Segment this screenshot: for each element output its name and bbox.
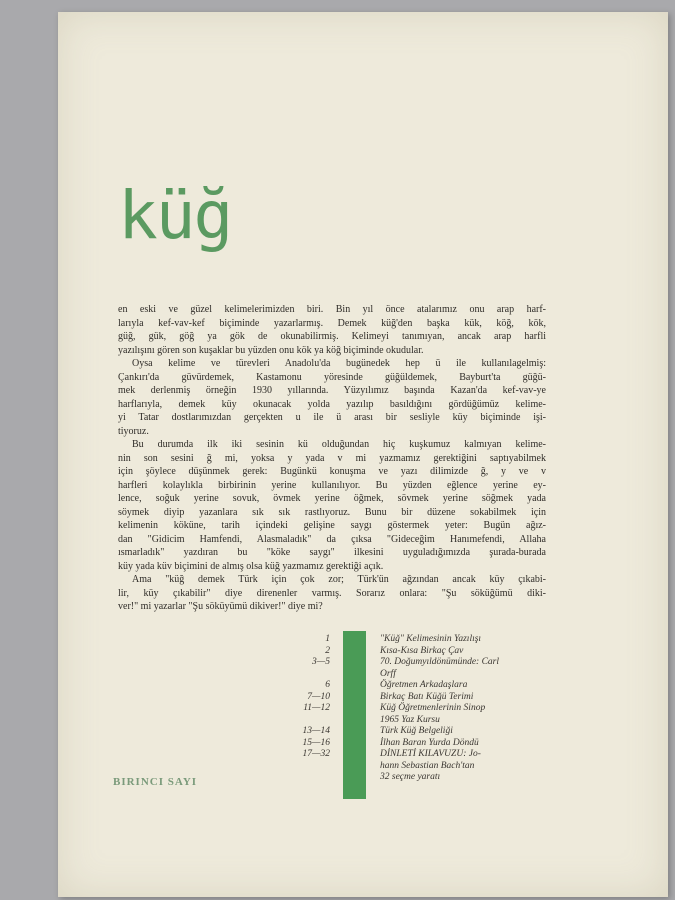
toc-entry-title: hann Sebastian Bach'tan — [380, 760, 475, 771]
body-line: ısmarladık" yazdıran bu "köke saygı" ilkesini uyguladığımızda şurada-burada — [118, 547, 546, 558]
toc-entry-title: Birkaç Batı Küğü Terimi — [380, 691, 474, 702]
issue-label: BIRINCI SAYI — [113, 776, 198, 788]
body-line: ver!" mi yazarlar "Şu söküyümü dikiver!" diye mi? — [118, 601, 323, 612]
body-line: nin son sesini ğ mi, yoksa y yada v mi yazmamız gerektiğini saptıyabilmek — [118, 452, 546, 464]
toc-page-number — [278, 772, 330, 784]
toc-page-number: 17—32 — [302, 749, 330, 759]
contents-page-numbers — [278, 634, 330, 784]
toc-page-number: 13—14 — [302, 726, 330, 736]
article-body — [118, 303, 546, 614]
toc-entry-title: "Küğ" Kelimesinin Yazılışı — [380, 634, 482, 644]
toc-page-number: 1 — [325, 634, 330, 644]
contents-divider-bar — [343, 631, 366, 799]
body-line: kelimenin köküne, tarih içindeki gelişine saygı göstermek yeter: Bugün ağız- — [118, 520, 546, 531]
toc-entry-title: Türk Küğ Belgeliği — [380, 726, 453, 736]
body-line: harflarıyla, demek küy okunacak yolda yazılıp basıldığını gördüğümüz kelime- — [118, 398, 546, 410]
toc-page-number: 6 — [325, 680, 330, 690]
toc-entry-title: 70. Doğumyıldönümünde: Carl — [380, 657, 500, 667]
page-title: küğ — [118, 177, 232, 254]
body-line: en eski ve güzel kelimelerimizden biri. Bin yıl önce atalarımız onu arap harf- — [118, 304, 546, 315]
body-line: için şöylece düşünmek gerek: Bugünkü konuşma ve yazı dilimizde ğ, y ve v — [118, 466, 546, 477]
body-line: harfleri kolaylıkla birbirinin yerine kullanılıyor. Bu yüzden eğlence yerine ey- — [118, 479, 546, 491]
body-line: dan "Gidicim Hamfendi, Alasmaladık" da çıksa "Gideceğim Hanımefendi, Allaha — [118, 533, 546, 545]
body-line: mek derlenmiş örneğin 1930 yıllarında. Yüzyılımız başında Kazan'da kef-vav-ye — [118, 385, 546, 396]
toc-entry-title: Orff — [380, 668, 396, 679]
toc-page-number: 15—16 — [302, 737, 330, 748]
toc-page-number: 3—5 — [312, 657, 330, 667]
body-line: yazılışını gören son kuşaklar bu yüzden onu kök ya köğ biçiminde okudular. — [118, 344, 424, 356]
toc-page-number: 2 — [325, 645, 330, 656]
body-line: güğ, gük, göğ ya gök de okunabilirmiş. Kelimeyi tanımıyan, ancak arap harfli — [118, 331, 546, 342]
contents-titles — [380, 634, 560, 784]
toc-entry-title: İlhan Baran Yurda Döndü — [380, 737, 479, 748]
toc-entry-title: 32 seçme yaratı — [380, 772, 441, 782]
body-line: tiyoruz. — [118, 425, 149, 437]
toc-page-number: 11—12 — [303, 703, 330, 713]
toc-page-number — [278, 669, 330, 681]
toc-entry-title: DİNLETİ KILAVUZU: Jo- — [380, 749, 481, 759]
body-line: Ama "küğ demek Türk için çok zor; Türk'ün ağzından ancak küy çıkabi- — [132, 574, 546, 585]
body-line: Bu durumda ilk iki sesinin kü olduğundan hiç kuşkumuz kalmıyan kelime- — [132, 439, 546, 450]
body-line: Çankırı'da güvürdemek, Kastamonu yöresinde güğüldemek, Bayburt'ta güğü- — [118, 371, 546, 383]
body-line: yi Tatar dostlarımızdan gerçekten u ile ü arası bir sesliyle küy biçiminde işi- — [118, 412, 546, 423]
body-line: lir, küy çıkabilir" diye direnenler varmış. Sorarız onlara: "Şu söküğümü diki- — [118, 587, 546, 599]
toc-entry-title: 1965 Yaz Kursu — [380, 714, 440, 725]
toc-entry-title: Öğretmen Arkadaşlara — [380, 680, 468, 690]
body-line: lence, soğuk yerine sovuk, övmek yerine öğmek, sövmek yerine söğmek yada — [118, 493, 546, 504]
toc-page-number — [278, 761, 330, 773]
body-line: küy yada küv biçimini de almış olsa küğ yazmamız gerektiği açık. — [118, 560, 384, 572]
body-line: larıyla kef-vav-kef biçiminde yazarlarmış. Demek küğ'den başka kük, köğ, kök, — [118, 317, 546, 329]
body-line: söymek diyip yazanlara sık sık rastlıyoruz. Bunu bir düzene sokabilmek için — [118, 506, 546, 518]
toc-page-number — [278, 715, 330, 727]
toc-entry-title: Küğ Öğretmenlerinin Sinop — [380, 703, 486, 713]
toc-entry-title: Kısa-Kısa Birkaç Çav — [380, 645, 464, 656]
body-line: Oysa kelime ve türevleri Anadolu'da bugünedek hep ü ile kullanılagelmiş: — [132, 358, 546, 369]
toc-page-number: 7—10 — [307, 691, 330, 702]
